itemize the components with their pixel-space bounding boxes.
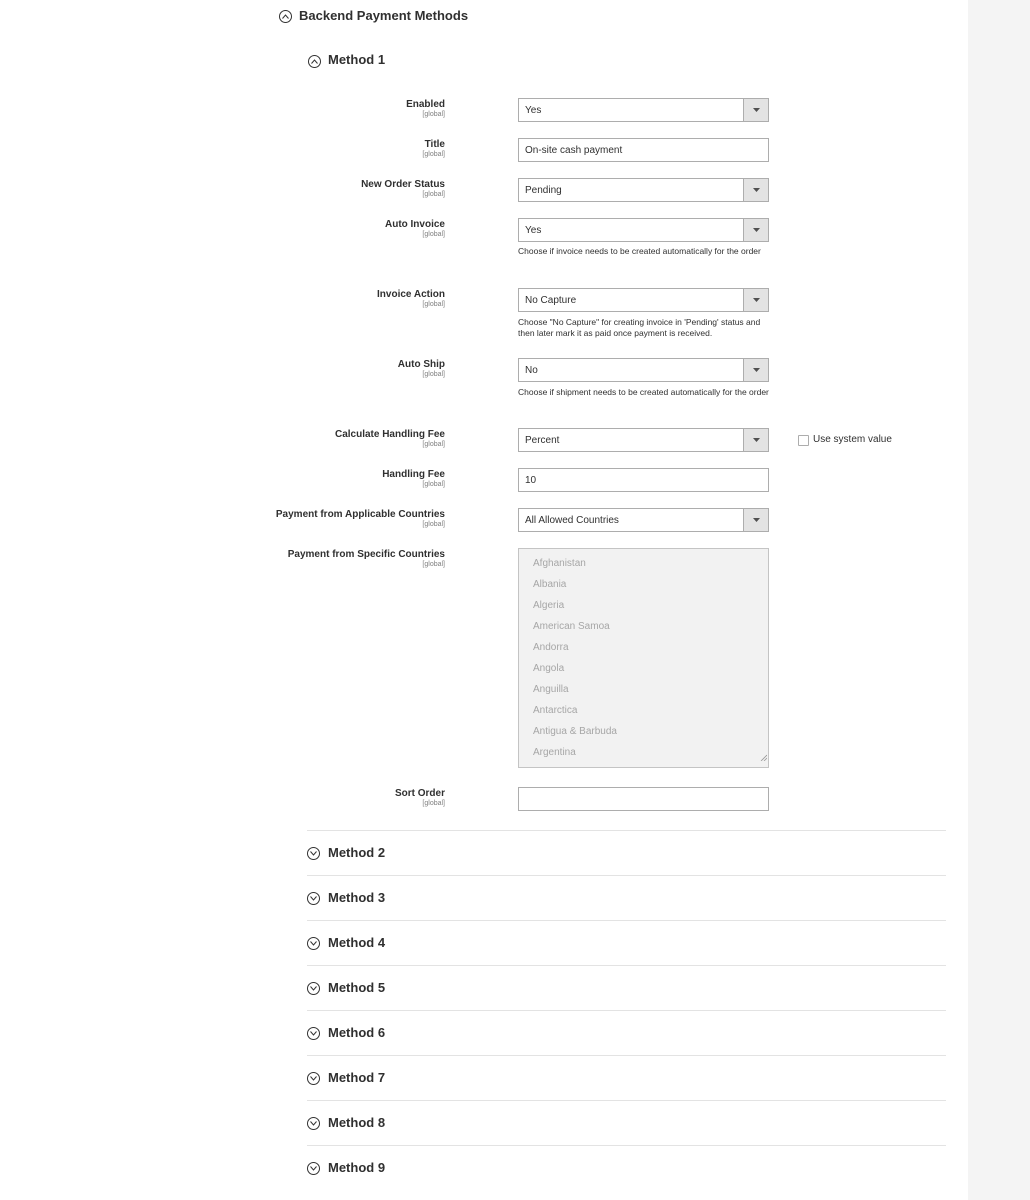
auto-ship-value: No: [525, 365, 538, 376]
caret-down-icon: [743, 219, 768, 241]
chevron-up-circle-icon[interactable]: [308, 55, 321, 68]
title-scope: [global]: [422, 151, 445, 158]
caret-down-icon: [743, 99, 768, 121]
caret-down-icon: [743, 289, 768, 311]
method-8-title[interactable]: Method 8: [328, 1115, 386, 1130]
auto-invoice-select[interactable]: [518, 218, 769, 242]
method-5-title[interactable]: Method 5: [328, 980, 386, 995]
caret-down-icon: [743, 429, 768, 451]
country-option: Antigua & Barbuda: [533, 726, 617, 737]
handling-fee-label: Handling Fee: [382, 469, 445, 480]
title-label: Title: [424, 139, 445, 150]
method-9-title[interactable]: Method 9: [328, 1160, 386, 1175]
calculate-handling-fee-scope: [global]: [422, 441, 445, 448]
method-2-title[interactable]: Method 2: [328, 845, 386, 860]
auto-invoice-label: Auto Invoice: [384, 219, 445, 230]
new-order-status-scope: [global]: [422, 191, 445, 198]
chevron-up-circle-icon[interactable]: [279, 10, 292, 23]
chevron-down-circle-icon[interactable]: [307, 892, 320, 905]
caret-down-icon: [743, 179, 768, 201]
use-system-value-label[interactable]: Use system value: [813, 434, 892, 445]
chevron-down-circle-icon[interactable]: [307, 1117, 320, 1130]
method-1-title[interactable]: Method 1: [328, 52, 386, 67]
handling-fee-input[interactable]: [518, 468, 769, 492]
country-option: Albania: [533, 579, 567, 590]
auto-ship-label: Auto Ship: [397, 359, 445, 370]
enabled-value: Yes: [525, 105, 542, 116]
title-value: On-site cash payment: [525, 145, 623, 156]
new-order-status-select[interactable]: [518, 178, 769, 202]
method-9-row[interactable]: [307, 1145, 946, 1190]
method-5-row[interactable]: [307, 965, 946, 1010]
applicable-countries-select[interactable]: [518, 508, 769, 532]
caret-down-icon: [743, 359, 768, 381]
chevron-down-circle-icon[interactable]: [307, 1162, 320, 1175]
calculate-handling-fee-label: Calculate Handling Fee: [334, 429, 445, 440]
auto-invoice-note: Choose if invoice needs to be created automatically for the order: [518, 246, 761, 256]
country-option: Angola: [533, 663, 565, 674]
invoice-action-note: Choose "No Capture" for creating invoice in 'Pending' status and then later mark it as paid once payment is received.: [518, 317, 761, 338]
auto-invoice-value: Yes: [525, 225, 542, 236]
handling-fee-value: 10: [525, 475, 537, 486]
use-system-value-checkbox[interactable]: [798, 435, 809, 446]
invoice-action-value: No Capture: [525, 295, 577, 306]
method-7-title[interactable]: Method 7: [328, 1070, 386, 1085]
enabled-select[interactable]: [518, 98, 769, 122]
auto-ship-select[interactable]: [518, 358, 769, 382]
country-option: Anguilla: [533, 684, 569, 695]
calculate-handling-fee-value: Percent: [525, 435, 560, 446]
sort-order-scope: [global]: [422, 800, 445, 807]
country-option: Andorra: [533, 642, 569, 653]
country-option: American Samoa: [533, 621, 610, 632]
auto-ship-scope: [global]: [422, 371, 445, 378]
sort-order-input[interactable]: [518, 787, 769, 811]
method-3-row[interactable]: [307, 875, 946, 920]
method-8-row[interactable]: [307, 1100, 946, 1145]
country-option: Afghanistan: [533, 558, 586, 569]
calculate-handling-fee-select[interactable]: [518, 428, 769, 452]
caret-down-icon: [743, 509, 768, 531]
applicable-countries-scope: [global]: [422, 521, 445, 528]
sort-order-label: Sort Order: [394, 788, 445, 799]
chevron-down-circle-icon[interactable]: [307, 1072, 320, 1085]
specific-countries-scope: [global]: [422, 561, 445, 568]
handling-fee-scope: [global]: [422, 481, 445, 488]
auto-invoice-scope: [global]: [422, 231, 445, 238]
chevron-down-circle-icon[interactable]: [307, 982, 320, 995]
resize-handle-icon[interactable]: [760, 748, 767, 766]
specific-countries-label: Payment from Specific Countries: [287, 549, 445, 560]
method-3-title[interactable]: Method 3: [328, 890, 386, 905]
method-6-row[interactable]: [307, 1010, 946, 1055]
invoice-action-select[interactable]: [518, 288, 769, 312]
chevron-down-circle-icon[interactable]: [307, 1027, 320, 1040]
country-option: Algeria: [533, 600, 565, 611]
invoice-action-scope: [global]: [422, 301, 445, 308]
country-option: Argentina: [533, 747, 576, 758]
method-7-row[interactable]: [307, 1055, 946, 1100]
country-option: Antarctica: [533, 705, 578, 716]
new-order-status-label: New Order Status: [361, 179, 445, 190]
method-4-row[interactable]: [307, 920, 946, 965]
chevron-down-circle-icon[interactable]: [307, 937, 320, 950]
new-order-status-value: Pending: [525, 185, 562, 196]
method-4-title[interactable]: Method 4: [328, 935, 386, 950]
auto-ship-note: Choose if shipment needs to be created automatically for the order: [518, 387, 769, 397]
applicable-countries-value: All Allowed Countries: [525, 515, 619, 526]
chevron-down-circle-icon[interactable]: [307, 847, 320, 860]
applicable-countries-label: Payment from Applicable Countries: [275, 509, 445, 520]
enabled-label: Enabled: [406, 99, 445, 110]
specific-countries-multiselect[interactable]: [518, 548, 769, 768]
title-input[interactable]: [518, 138, 769, 162]
section-title-backend-payment-methods[interactable]: Backend Payment Methods: [299, 8, 469, 23]
enabled-scope: [global]: [422, 111, 445, 118]
method-6-title[interactable]: Method 6: [328, 1025, 386, 1040]
method-2-row[interactable]: [307, 830, 946, 875]
invoice-action-label: Invoice Action: [377, 289, 445, 300]
